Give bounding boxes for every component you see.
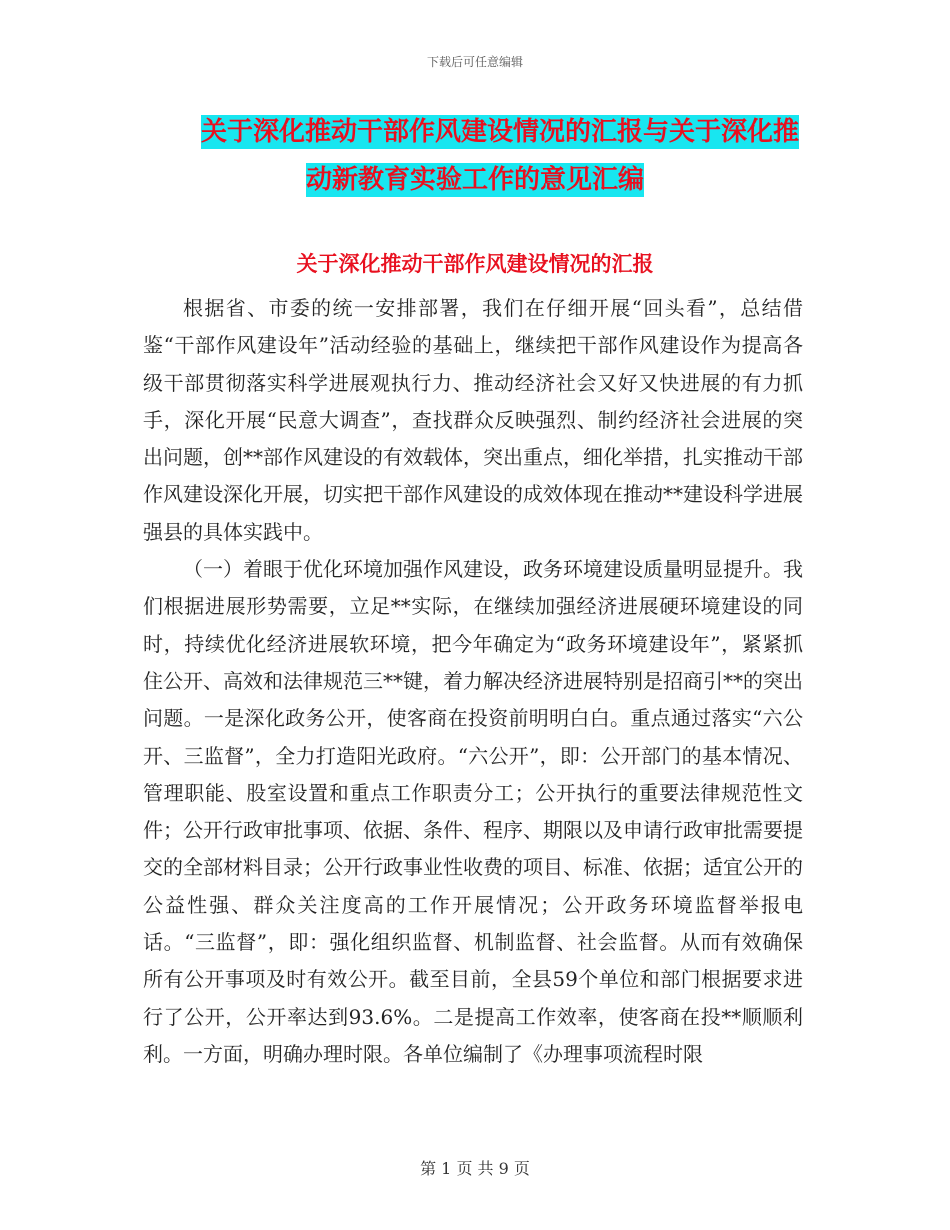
- page-header-note: 下载后可任意编辑: [426, 55, 523, 69]
- document-body: [143, 290, 803, 1073]
- section-title: 关于深化推动干部作风建设情况的汇报: [296, 252, 654, 276]
- document-title: [0, 108, 950, 204]
- body-paragraph-1: 根据省、市委的统一安排部署，我们在仔细开展“回头看”，总结借鉴“干部作风建设年”活动经验的基础上，继续把干部作风建设作为提高各级干部贯彻落实科学进展观执行力、推动经济社会又好又快进展的有力抓手，深化开展“民意大调查”，查找群众反映强烈、制约经济社会进展的突出问题，创**部作风建设的有效载体，突出重点，细化举措，扎实推动干部作风建设深化开展，切实把干部作风建设的成效体现在推动**建设科学进展强县的具体实践中。: [143, 296, 803, 544]
- title-line-1: 关于深化推动干部作风建设情况的汇报与关于深化推: [200, 117, 799, 147]
- page-number: 第 1 页 共 9 页: [420, 1159, 530, 1178]
- body-paragraph-2: （一）着眼于优化环境加强作风建设，政务环境建设质量明显提升。我们根据进展形势需要，立足**实际，在继续加强经济进展硬环境建设的同时，持续优化经济进展软环境，把今年确定为“政务环境建设年”，紧紧抓住公开、高效和法律规范三**键，着力解决经济进展特别是招商引**的突出问题。一是深化政务公开，使客商在投资前明明白白。重点通过落实“六公开、三监督”，全力打造阳光政府。“六公开”，即：公开部门的基本情况、管理职能、股室设置和重点工作职责分工；公开执行的重要法律规范性文件；公开行政审批事项、依据、条件、程序、期限以及申请行政审批需要提交的全部材料目录；公开行政事业性收费的项目、标准、依据；适宜公开的公益性强、群众关注度高的工作开展情况；公开政务环境监督举报电话。“三监督”，即：强化组织监督、机制监督、社会监督。从而有效确保所有公开事项及时有效公开。截至目前，全县59个单位和部门根据要求进行了公开，公开率达到93.6%。二是提高工作效率，使客商在投**顺顺利利。一方面，明确办理时限。各单位编制了《办理事项流程时限: [143, 557, 803, 1066]
- title-line-2: 动新教育实验工作的意见汇编: [305, 165, 644, 195]
